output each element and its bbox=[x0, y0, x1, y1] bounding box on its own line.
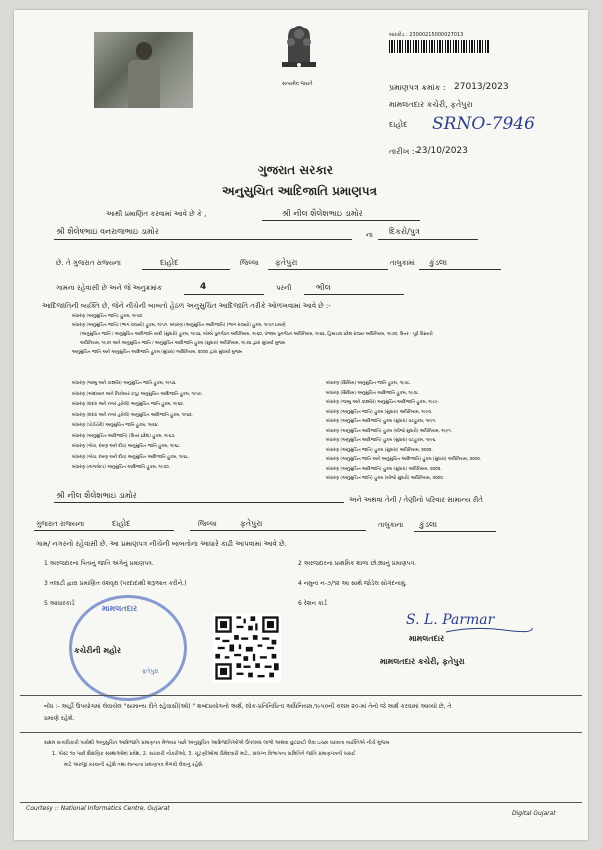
tribe-value: ભીલ bbox=[316, 283, 331, 292]
issue-date: 23/10/2023 bbox=[416, 146, 468, 156]
doc-item: 5 આધારકાર્ડ bbox=[44, 600, 75, 607]
order-right-item: બંધારણ (અનુસુચિત આદિજાતિ) હુકમ (સુધારા) વટહુકમ, ૧૯૯૬. bbox=[326, 438, 437, 443]
date-label: તારીખ :- bbox=[389, 147, 418, 156]
order-right-item: બંધારણ (અનુસુચિત આદિજાતિ) હુકમ (સુધારા) વટહુકમ, ૧૯૯૧. bbox=[326, 419, 437, 424]
order-left-item: બંધારણ (જમ્મુ અને કાશ્મીર) અનુસુચિત જાતિ હુકમ, ૧૯૫૬. bbox=[72, 381, 177, 386]
order-line: અધિનિયમ, ૧૯૭૧ અને અનુસુચિત જાતિ / અનુસુચિત આદિજાતિ હુકમ (સુધારા) અધિનિયમ, ૧૯૭૬ દ્વારા સુધાર્યા મુજબ bbox=[80, 341, 286, 346]
state-prefix-2: ગુજરાત રાજ્યના bbox=[36, 520, 85, 528]
photo-body bbox=[128, 60, 160, 108]
taluka-label-2: તાલુકાના bbox=[378, 521, 404, 529]
order-left-item: બંધારણ (દાદરા અને નગર હવેલી) અનુસુચિત જાતિ હુકમ, ૧૯૬૨. bbox=[72, 402, 184, 407]
stamp-bottom-text: ફતેપુરા bbox=[142, 668, 159, 675]
note-3: 1. પોસ્ટ ૧૦ પછી શૈક્ષણિક સંસ્થાઓમાં પ્રવેશ, 2. સરકારી નોકરીઓ, 3. ચૂંટણીઓમાં ઉમેદવારી માટે., સંલગ્ન વિભાગના સમિતિને જાતિ પ્રમાણપત્રની ખરાઈ bbox=[52, 751, 356, 757]
doc-item: 4 નમુના ન-૭/૧૨ આ સાથે જોડેલ સોગંદનામું. bbox=[298, 580, 407, 587]
order-left-item: બંધારણ (ગોવા, દમણ અને દીવ) અનુસુચિત આદિજાતિ હુકમ, ૧૯૬૮. bbox=[72, 454, 190, 460]
order-line: બંધારણ (અનુસુચિત જાતિ) હુકમ, ૧૯૫૦. bbox=[72, 314, 144, 319]
tribe-text: આદિજાતિની વ્યક્તિ છે, જેને નીચેની બાબતો હેઠળ અનુસુચિત આદિજાતિ તરીકે ઓળખવામાં આવે છે :- bbox=[42, 302, 331, 310]
signature-underline-icon bbox=[444, 624, 534, 636]
order-left-item: બંધારણ (પોંડીચેરી) અનુસુચિત જાતિ હુકમ, ૧૯૬૪. bbox=[72, 423, 159, 428]
photo-face bbox=[136, 42, 152, 60]
holder-name: શ્રી નીલ શૈલેશભાઇ ડામોર bbox=[282, 209, 363, 218]
stamp-top-text: મામલતદાર bbox=[102, 604, 138, 613]
order-right-item: બંધારણ (અનુસુચિત જાતિ) હુકમ (સુધારા) અધિનિયમ, ૧૯૯૦. bbox=[326, 409, 433, 415]
jilla-label-2: જિલ્લા bbox=[198, 520, 217, 528]
order-right-item: બંધારણ (અનુસુચિત આદિજાતિ) હુકમ (સુધારા) અધિનિયમ, ૨૦૦૨. bbox=[326, 466, 442, 472]
family-text: અને અથવા તેની / તેણીનો પરિવાર સામાન્ય રીતે bbox=[349, 496, 483, 504]
office-name: મામલતદાર કચેરી, ફતેપુરા bbox=[389, 100, 473, 109]
taluka-label: તાલુકામાં bbox=[390, 259, 415, 267]
order-left-item: બંધારણ (અનુસુચિત આદિજાતિ) (ઉત્તર પ્રદેશ) હુકમ, ૧૯૬૭. bbox=[72, 433, 176, 439]
serial-no: 4 bbox=[200, 282, 207, 292]
orders-right-column bbox=[326, 379, 481, 484]
national-emblem-icon bbox=[276, 22, 322, 80]
basis-text: ગામ/ નગરનો રહેવાસી છે. આ પ્રમાણપત્ર નીચેની બાબતોના આધારે કાઢી આપવામાં આવે છે. bbox=[36, 540, 287, 548]
order-line: (અનુસુચિત જાતિ / અનુસુચિત આદિજાતિ યાદી (સુધારો) હુકમ, ૧૯૫૬, બોમ્બે પુનર્ગઠન અધિનિયમ, ૧૯૬૦, પંજાબ પુનર્ગઠન અધિનિયમ, ૧૯૬૬, હિમાચલ પ્રદેશ રાજ્ય અધિનિયમ, ૧૯૭૦, ઉત્તર - પૂર્વ વિસ્તારો bbox=[80, 332, 433, 337]
pari-label: પરની bbox=[276, 284, 292, 292]
order-right-item: બંધારણ (સિક્કિમ) અનુસુચિત આદિજાતિ હુકમ, ૧૯૭૮. bbox=[326, 390, 420, 396]
note-4: માટે અરજી કરવાની રહેશે તથા માન્યતા પ્રમાણપત્ર મેળવી લેવાનું રહેશે. bbox=[64, 762, 204, 768]
officer-office: મામલતદાર કચેરી, ફતેપુરા bbox=[380, 657, 465, 666]
doc-item: 2 અરજદારના પ્રાથમિક શાળા છોડ્યાનું પ્રમાણપત્ર. bbox=[298, 560, 417, 567]
district-value: દાહોદ bbox=[160, 258, 179, 267]
doc-item: 1 અરજદારના પિતાનું જાતિ અંગેનું પ્રમાણપત્ર. bbox=[44, 560, 154, 567]
order-right-item: બંધારણ (અનુસુચિત આદિજાતિ) હુકમ (બીજો સુધારો) અધિનિયમ, ૧૯૯૧. bbox=[326, 428, 452, 434]
barcode bbox=[389, 40, 489, 53]
father-name: શ્રી શૈલેષભાઇ વનરાજભાઇ ડામોર bbox=[56, 227, 159, 236]
order-right-item: બંધારણ (જમ્મુ અને કાશ્મીર) અનુસુચિત આદિજાતિ હુકમ, ૧૯૮૯. bbox=[326, 400, 440, 405]
relation-prefix: ના bbox=[366, 231, 373, 239]
village-value: કુંડલા bbox=[429, 258, 448, 267]
title-line-1: ગુજરાત સરકાર bbox=[258, 163, 333, 177]
officer-signature: S. L. Parmar bbox=[406, 612, 495, 628]
order-left-item: બંધારણ (આંદામાન અને નિકોબાર ટાપુ) અનુસુચિત આદિજાતિ હુકમ, ૧૯૫૯. bbox=[72, 391, 203, 397]
order-right-item: બંધારણ (અનુસુચિત જાતિ અને અનુસુચિત આદિજાતિ) હુકમ (સુધારા) અધિનિયમ, ૨૦૦૨. bbox=[326, 457, 482, 462]
order-line: બંધારણ (અનુસુચિત જાતિ) (ભાગ રાજ્યો) હુકમ, ૧૯૫૧. બંધારણ (અનુસુચિત આદિજાતિ) (ભાગ રાજ્યો) હુકમ, ૧૯૫૧ પ્રમાણે bbox=[72, 323, 286, 328]
note-1: નોંધ :- અહીં ઉપયોગમાં લેવાયેલ "સામાન્ય રીતે રહેવાસી(ઓ) " શબ્દપ્રયોગનો અર્થ, લોક-પ્રતિનિધિત્વ અધિનિયમ,૧૯૫૦ની કલમ ૨૦-માં તેનો જે અર્થ કરવામાં આવ્યો છે, તે bbox=[44, 703, 452, 710]
taluka-value: ફતેપુરા bbox=[275, 258, 298, 267]
relation: દિકરો/પુત્ર bbox=[389, 227, 420, 236]
note-2: સક્ષમ સત્તાધિકારી પાસેથી અનુસુચિત આદિજાતિ પ્રમાણપત્ર મેળવ્યા પછી અનુસુચિત આદિજાતિઓએ ઉપલબ્ધ લાભો અથવા છુટછાટો લેવા ઇચ્છા ધરાવતા વ્યક્તિએ નીચે મુજબ bbox=[44, 740, 390, 746]
barcode-label: બારકોડ : 23000215000027013 bbox=[389, 32, 464, 38]
order-right-item: બંધારણ (અનુસુચિત જાતિ) હુકમ (બીજો સુધારો) અધિનિયમ, ૨૦૦૨. bbox=[326, 476, 445, 481]
resident-text: ગામના રહેવાસી છે અને જે અનુક્રમાંક bbox=[56, 284, 162, 292]
certify-intro: આથી પ્રમાણિત કરવામાં આવે છે કે , bbox=[106, 210, 207, 218]
order-right-item: બંધારણ (સિક્કિમ) અનુસુચિત જાતિ હુકમ, ૧૯૭૮. bbox=[326, 381, 411, 386]
certificate-page bbox=[14, 10, 588, 840]
order-left-item: બંધારણ (દાદરા અને નગર હવેલી) અનુસુચિત આદિજાતિ હુકમ, ૧૯૬૨. bbox=[72, 412, 193, 418]
jilla-label: જિલ્લા bbox=[240, 259, 259, 267]
cert-no: 27013/2023 bbox=[454, 82, 509, 92]
title-line-2: અનુસુચિત આદિજાતિ પ્રમાણપત્ર bbox=[222, 184, 377, 198]
district-name: દાહોદ bbox=[389, 120, 408, 129]
district-value-2: દાહોદ bbox=[112, 519, 131, 528]
qr-code-icon bbox=[213, 614, 281, 682]
taluka-value-2: ફતેપુરા bbox=[240, 519, 263, 528]
handwritten-serial: SRNO-7946 bbox=[432, 114, 535, 134]
digital-gujarat-text: Digital Gujarat bbox=[512, 810, 556, 817]
order-right-item: બંધારણ (અનુસુચિત જાતિ) હુકમ (સુધારા) અધિનિયમ, ૨૦૦૨. bbox=[326, 447, 433, 453]
applicant-photo bbox=[94, 32, 193, 108]
orders-left-column bbox=[72, 379, 203, 474]
order-left-item: બંધારણ (નાગાલેન્ડ) અનુસુચિત આદિજાતિ હુકમ, ૧૯૭૦. bbox=[72, 465, 170, 470]
officer-designation: મામલતદાર bbox=[409, 634, 445, 643]
doc-item: 6 રેશન કાર્ડ bbox=[298, 600, 327, 607]
state-prefix: છે. તે ગુજરાત રાજ્યના bbox=[56, 259, 121, 267]
emblem-caption: સત્યમેવ જયતે bbox=[282, 81, 313, 87]
order-line: અનુસુચિત જાતિ અને અનુસુચિત આદિજાતિ હુકમ (સુધારા) અધિનિયમ, ૨૦૦૨ દ્વારા સુધાર્યા મુજબ bbox=[72, 350, 243, 355]
holder-name-2: શ્રી નીલ શૈલેશભાઇ ડામોર bbox=[56, 491, 137, 500]
note-1b: પ્રમાણે રહેશે. bbox=[44, 715, 75, 722]
stamp-mid-text: કચેરીની મહોર bbox=[74, 646, 121, 655]
cert-no-label: પ્રમાણપત્ર ક્રમાંક : bbox=[389, 83, 446, 92]
order-left-item: બંધારણ (ગોવા, દમણ અને દીવ) અનુસુચિત જાતિ હુકમ, ૧૯૬૮. bbox=[72, 444, 181, 449]
doc-item: 3 તલાટી દ્વારા પ્રમાણિત વંશવૃક્ષ (પરદાદાથી શરૂઆત કરીને.) bbox=[44, 580, 187, 587]
village-value-2: કુંડલા bbox=[419, 520, 438, 529]
courtesy-text: Courtesy :: National Informatics Centre, Gujarat bbox=[26, 805, 170, 812]
